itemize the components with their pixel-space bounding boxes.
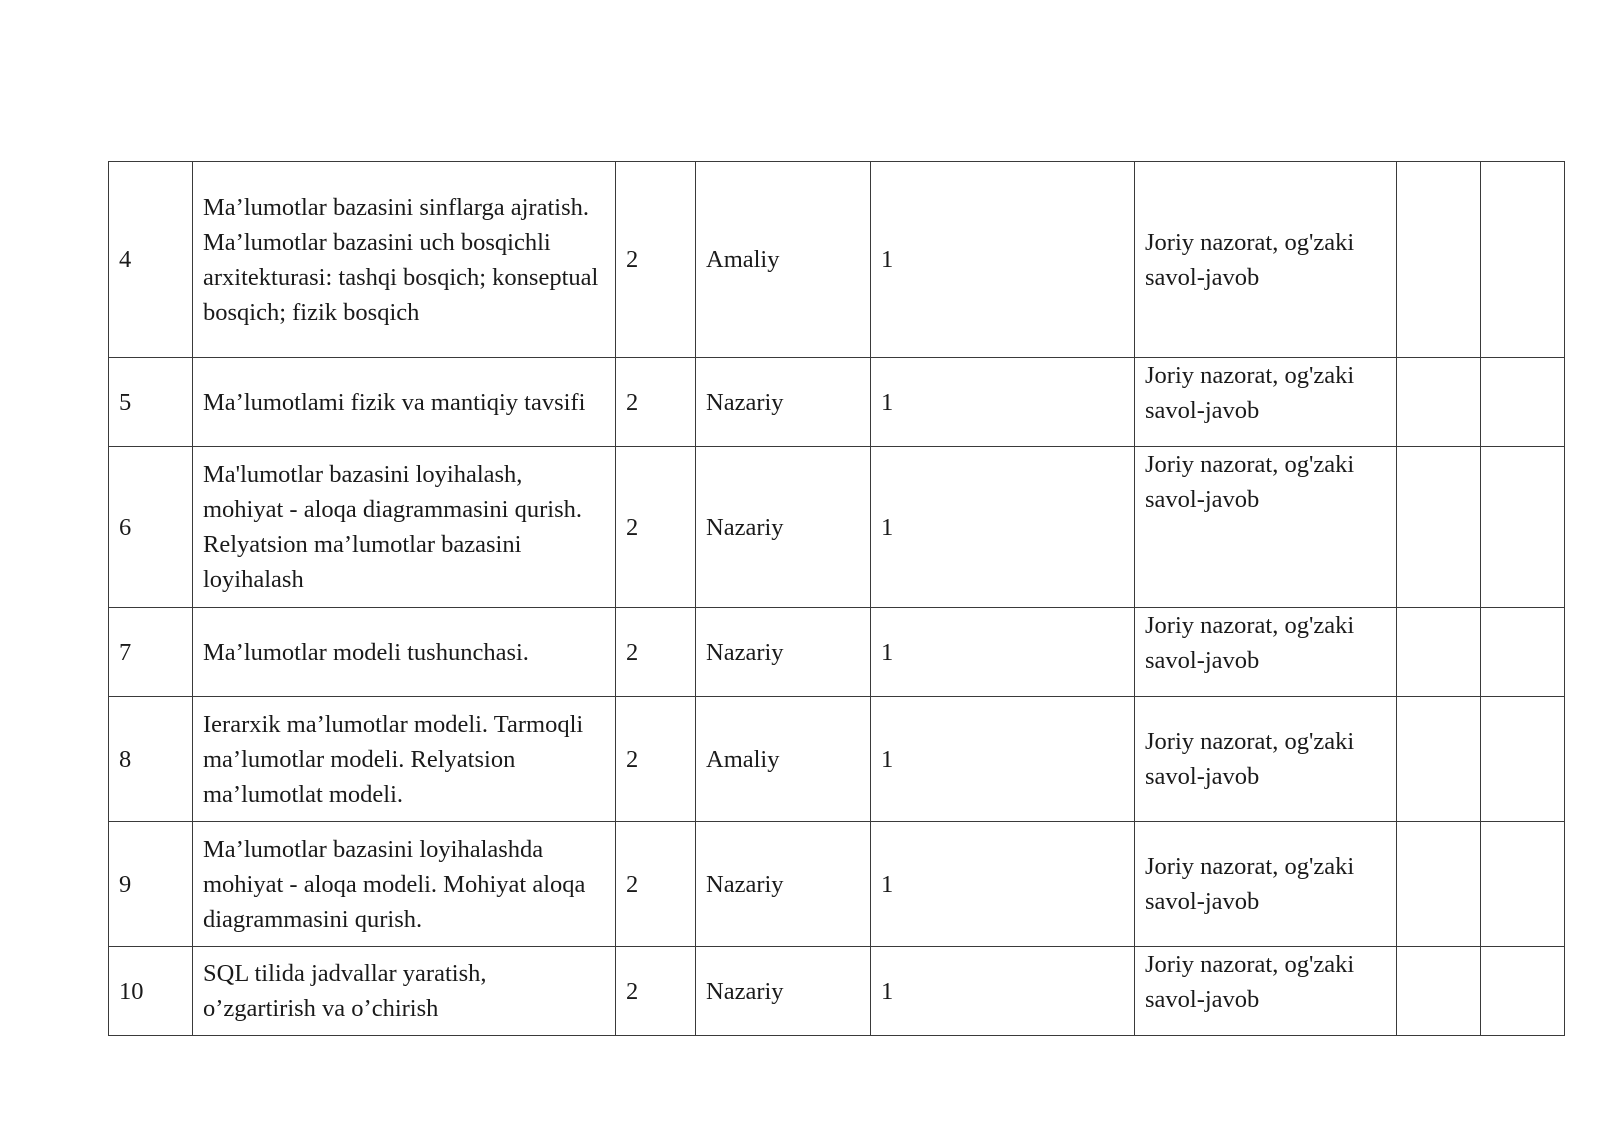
topic-cell: Ma’lumotlar bazasini loyihalashda mohiyat - aloqa modeli. Mohiyat aloqa diagrammasini qurish. — [193, 822, 616, 947]
control-cell: Joriy nazorat, og'zaki savol-javob — [1135, 947, 1397, 1036]
count-cell: 1 — [871, 608, 1135, 697]
empty-cell — [1397, 358, 1481, 447]
empty-cell — [1481, 447, 1565, 608]
table-row — [109, 162, 1565, 358]
topic-cell: SQL tilida jadvallar yaratish, o’zgartirish va o’chirish — [193, 947, 616, 1036]
topic-cell: Ma’lumotlar bazasini sinflarga ajratish. Ma’lumotlar bazasini uch bosqichli arxitekturasi: tashqi bosqich; konseptual bosqich; fizik bosqich — [193, 162, 616, 358]
count-cell: 1 — [871, 358, 1135, 447]
topic-cell: Ma’lumotlar modeli tushunchasi. — [193, 608, 616, 697]
empty-cell — [1481, 162, 1565, 358]
table-row — [109, 947, 1565, 1036]
lesson-type-cell: Nazariy — [696, 608, 871, 697]
count-cell: 1 — [871, 447, 1135, 608]
row-number: 4 — [109, 162, 193, 358]
curriculum-table — [108, 161, 1565, 1036]
control-cell: Joriy nazorat, og'zaki savol-javob — [1135, 358, 1397, 447]
lesson-type-cell: Nazariy — [696, 358, 871, 447]
row-number: 10 — [109, 947, 193, 1036]
hours-cell: 2 — [616, 947, 696, 1036]
empty-cell — [1397, 947, 1481, 1036]
table-row — [109, 447, 1565, 608]
topic-cell: Ma'lumotlar bazasini loyihalash, mohiyat - aloqa diagrammasini qurish. Relyatsion ma’lumotlar bazasini loyihalash — [193, 447, 616, 608]
empty-cell — [1397, 822, 1481, 947]
empty-cell — [1481, 947, 1565, 1036]
lesson-type-cell: Nazariy — [696, 947, 871, 1036]
count-cell: 1 — [871, 822, 1135, 947]
row-number: 8 — [109, 697, 193, 822]
empty-cell — [1481, 822, 1565, 947]
control-cell: Joriy nazorat, og'zaki savol-javob — [1135, 822, 1397, 947]
hours-cell: 2 — [616, 608, 696, 697]
table-row — [109, 822, 1565, 947]
lesson-type-cell: Amaliy — [696, 697, 871, 822]
empty-cell — [1397, 608, 1481, 697]
row-number: 9 — [109, 822, 193, 947]
empty-cell — [1481, 697, 1565, 822]
lesson-type-cell: Nazariy — [696, 822, 871, 947]
count-cell: 1 — [871, 697, 1135, 822]
hours-cell: 2 — [616, 697, 696, 822]
row-number: 6 — [109, 447, 193, 608]
empty-cell — [1481, 608, 1565, 697]
hours-cell: 2 — [616, 358, 696, 447]
row-number: 5 — [109, 358, 193, 447]
lesson-type-cell: Nazariy — [696, 447, 871, 608]
control-cell: Joriy nazorat, og'zaki savol-javob — [1135, 697, 1397, 822]
topic-cell: Ma’lumotlami fizik va mantiqiy tavsifi — [193, 358, 616, 447]
count-cell: 1 — [871, 947, 1135, 1036]
control-cell: Joriy nazorat, og'zaki savol-javob — [1135, 162, 1397, 358]
empty-cell — [1397, 697, 1481, 822]
empty-cell — [1397, 162, 1481, 358]
empty-cell — [1481, 358, 1565, 447]
table-row — [109, 608, 1565, 697]
lesson-type-cell: Amaliy — [696, 162, 871, 358]
empty-cell — [1397, 447, 1481, 608]
control-cell: Joriy nazorat, og'zaki savol-javob — [1135, 608, 1397, 697]
table-row — [109, 358, 1565, 447]
count-cell: 1 — [871, 162, 1135, 358]
hours-cell: 2 — [616, 822, 696, 947]
row-number: 7 — [109, 608, 193, 697]
topic-cell: Ierarxik ma’lumotlar modeli. Tarmoqli ma’lumotlar modeli. Relyatsion ma’lumotlat modeli. — [193, 697, 616, 822]
hours-cell: 2 — [616, 447, 696, 608]
control-cell: Joriy nazorat, og'zaki savol-javob — [1135, 447, 1397, 608]
hours-cell: 2 — [616, 162, 696, 358]
table-row — [109, 697, 1565, 822]
